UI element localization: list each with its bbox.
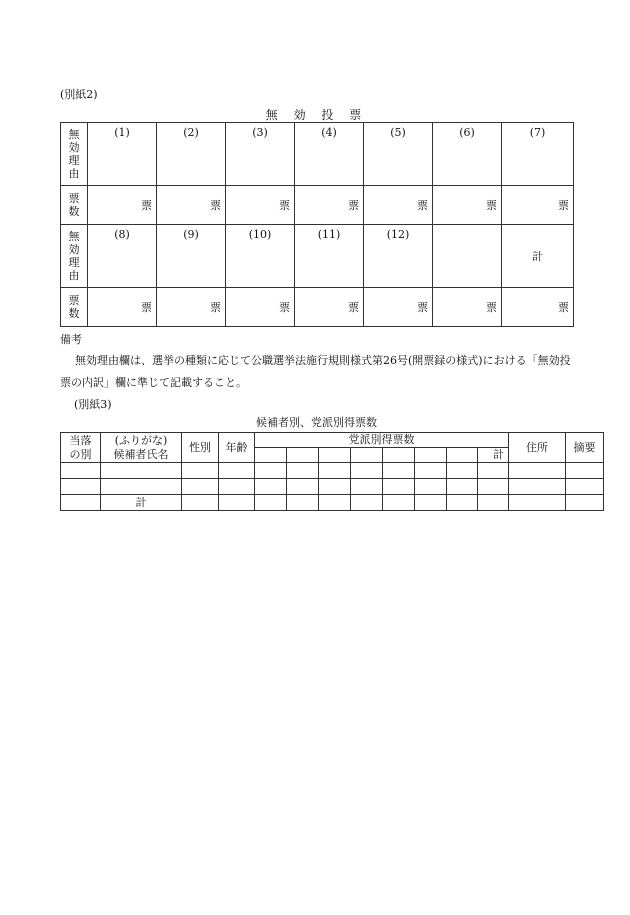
count-label: 票 数 [61, 186, 88, 225]
count-cell: 票 [502, 288, 574, 327]
reason-cell: (1) [88, 123, 157, 186]
reason-cell [433, 225, 502, 288]
reason-cell: (5) [364, 123, 433, 186]
footer-total-label: 計 [101, 495, 182, 511]
col-gender: 性別 [182, 433, 219, 463]
reason-row-2 [61, 225, 574, 288]
reason-cell: (3) [226, 123, 295, 186]
count-cell: 票 [226, 288, 295, 327]
sheet2-label: (別紙2) [60, 88, 98, 101]
count-cell: 票 [295, 288, 364, 327]
col-result: 当落 の別 [61, 433, 101, 463]
reason-cell: (7) [502, 123, 574, 186]
reason-label: 無 効 理 由 [61, 123, 88, 186]
total-row [61, 495, 604, 511]
party-cell [287, 448, 319, 463]
party-cell [319, 448, 351, 463]
header-row-1 [61, 433, 604, 448]
party-cell [351, 448, 383, 463]
sheet3-label: (別紙3) [74, 398, 112, 411]
col-age: 年齢 [219, 433, 255, 463]
note-body: 無効理由欄は、選挙の種類に応じて公職選挙法施行規則様式第26号(開票録の様式)における「無効投票の内訳」欄に準じて記載すること。 [60, 354, 571, 389]
reason-label: 無 効 理 由 [61, 225, 88, 288]
count-cell: 票 [364, 288, 433, 327]
count-label: 票 数 [61, 288, 88, 327]
count-cell: 票 [88, 288, 157, 327]
reason-cell: (11) [295, 225, 364, 288]
count-cell: 票 [295, 186, 364, 225]
party-cell [447, 448, 478, 463]
invalid-votes-table [60, 122, 574, 327]
count-cell: 票 [226, 186, 295, 225]
count-row-1 [61, 186, 574, 225]
total-label: 計 [502, 225, 574, 288]
count-cell: 票 [433, 288, 502, 327]
reason-cell: (4) [295, 123, 364, 186]
table-row [61, 463, 604, 479]
col-candidate-name: (ふりがな) 候補者氏名 [101, 433, 182, 463]
invalid-votes-title: 無 効 投 票 [265, 108, 368, 122]
reason-cell: (8) [88, 225, 157, 288]
count-cell: 票 [88, 186, 157, 225]
party-cell [255, 448, 287, 463]
reason-cell: (2) [157, 123, 226, 186]
count-cell: 票 [157, 186, 226, 225]
count-cell: 票 [433, 186, 502, 225]
count-row-2 [61, 288, 574, 327]
table-row [61, 479, 604, 495]
count-cell: 票 [502, 186, 574, 225]
candidate-votes-title: 候補者別、党派別得票数 [256, 416, 377, 429]
reason-cell: (10) [226, 225, 295, 288]
count-cell: 票 [157, 288, 226, 327]
reason-row-1 [61, 123, 574, 186]
party-cell [383, 448, 415, 463]
count-cell: 票 [364, 186, 433, 225]
col-remarks: 摘要 [566, 433, 604, 463]
col-party-votes: 党派別得票数 [255, 433, 509, 448]
party-cell [415, 448, 447, 463]
candidate-votes-table [60, 432, 604, 511]
col-address: 住所 [509, 433, 566, 463]
party-total-label: 計 [478, 448, 509, 463]
reason-cell: (6) [433, 123, 502, 186]
note-heading: 備考 [60, 333, 82, 346]
reason-cell: (9) [157, 225, 226, 288]
reason-cell: (12) [364, 225, 433, 288]
